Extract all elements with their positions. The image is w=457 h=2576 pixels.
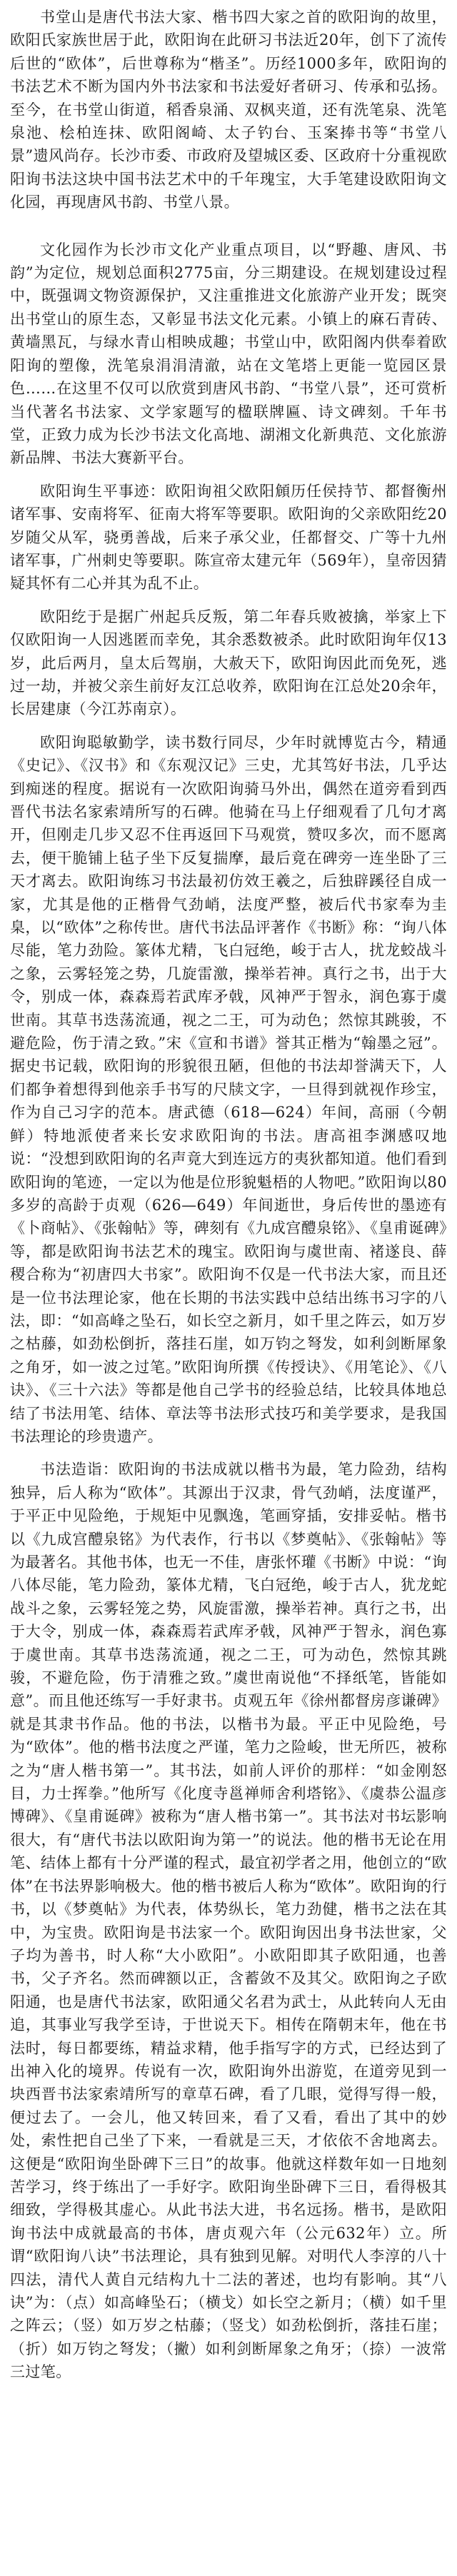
article-paragraph: 书堂山是唐代书法大家、楷书四大家之首的欧阳询的故里，欧阳氏家族世居于此，欧阳询在此研习书法近20年，创下了流传后世的“欧体”，后世尊称为“楷圣”。历经1000多年，欧阳询的书法艺术不断为国内外书法家和书法爱好者研习、传承和弘扬。至今，在书堂山街道，稻香泉涌、双枫夹道，还有洗笔泉、洗笔泉池、桧柏连抹、欧阳阁崎、太子钓台、玉案捧书等“书堂八景”遗风尚存。长沙市委、市政府及望城区委、区政府十分重视欧阳询书法这块中国书法艺术中的千年瑰宝，大手笔建设欧阳询文化园，再现唐风书韵、书堂八景。 [10, 9, 447, 211]
paragraph-gap [10, 1448, 447, 1458]
paragraph-gap [10, 470, 447, 480]
paragraph-gap [10, 214, 447, 238]
article-paragraph: 欧阳询生平事迹：欧阳询祖父欧阳頠历任侯持节、都督衡州诸军事、安南将军、征南大将军等要职。欧阳询的父亲欧阳纥20岁随父从军，骁勇善战，后来子承父业，任都督交、广等十九州诸军事，广州刺史等要职。陈宣帝太建元年（569年），皇帝因猜疑其怀有二心并其为乱不止。 [10, 482, 447, 593]
paragraph-gap [10, 721, 447, 731]
article-paragraph: 欧阳纥于是据广州起兵反叛，第二年春兵败被擒，举家上下仅欧阳询一人因逃匿而幸免，其余悉数被杀。此时欧阳询年仅13岁，此后两月，皇太后驾崩，大赦天下，欧阳询因此而免死，逃过一劫，并被父亲生前好友江总收养，欧阳询在江总处20余年，长居建康（今江苏南京）。 [10, 608, 447, 718]
paragraph-gap [10, 595, 447, 605]
article-paragraph: 书法造诣：欧阳询的书法成就以楷书为最，笔力险劲，结构独异，后人称为“欧体”。其源出于汉隶，骨气劲峭，法度谨严，于平正中见险绝，于规矩中见飘逸，笔画穿插，安排妥帖。楷书以《九成宫醴泉铭》为代表作，行书以《梦奠帖》、《张翰帖》等为最著名。其他书体，也无一不佳，唐张怀瓘《书断》中说：“询八体尽能，笔力险劲，篆体尤精，飞白冠绝，峻于古人，犹龙蛇战斗之象，云雾轻笼之势，风旋雷激，操举若神。真行之书，出于大令，别成一体，森森焉若武库矛戟，风神严于智永，润色寡于虞世南。其草书迭荡流通，视之二王，可为动色，然惊其跳骏，不避危险，伤于清雅之致。”虞世南说他“不择纸笔，皆能如意”。而且他还练写一手好隶书。贞观五年《徐州都督房彦谦碑》就是其隶书作品。他的书法，以楷书为最。平正中见险绝，号为“欧体”。他的楷书法度之严谨，笔力之险峻，世无所匹，被称之为“唐人楷书第一”。其书法，如前人评价的那样：“如金刚怒目，力士挥拳。”他所写《化度寺邕禅师舍利塔铭》、《虞恭公温彦博碑》、《皇甫诞碑》被称为“唐人楷书第一”。其书法对书坛影响很大，有“唐代书法以欧阳询为第一”的说法。他的楷书无论在用笔、结体上都有十分严谨的程式，最宜初学者之用，他创立的“欧体”在书法界影响极大。他的楷书被后人称为“欧体”。欧阳询的行书，以《梦奠帖》为代表，体势纵长，笔力劲健，楷书之法在其中，为宝贵。欧阳询是书法家一个。欧阳询因出身书法世家，父子均为善书，时人称“大小欧阳”。小欧阳即其子欧阳通，也善书，父子齐名。然而碑额以正，含蓄敛不及其父。欧阳询之子欧阳通，也是唐代书法家，欧阳通父名君为武士，从此转向人无由追，其事业写我学至诗，于世说天下。相传在隋朝末年，他在书法时，每日都要练，精益求精，他手指写字的方式，已经达到了出神入化的境界。传说有一次，欧阳询外出游览，在道旁见到一块西晋书法家索靖所写的章草石碑，看了几眼，觉得写得一般，便过去了。一会儿，他又转回来，看了又看，看出了其中的妙处，索性把自己坐了下来，一看就是三天，才依依不舍地离去。这便是“欧阳询坐卧碑下三日”的故事。他就这样数年如一日地刻苦学习，终于练出了一手好字。欧阳询坐卧碑下三日，看得极其细致，学得极其虚心。从此书法大进，书名远扬。楷书，是欧阳询书法中成就最高的书体，唐贞观六年（公元632年）立。所谓“欧阳询八诀”书法理论，具有独到见解。对明代人李淳的八十四法，清代人黄自元结构九十二法的著述，也均有影响。其“八诀”为：（点）如高峰坠石；（横戈）如长空之新月；（横）如千里之阵云；（竖）如万岁之枯藤；（竖戈）如劲松倒折，落挂石崖；（折）如万钧之弩发；（撇）如利剑断犀象之角牙；（捺）一波常三过笔。 [10, 1461, 447, 2381]
article-paragraph: 文化园作为长沙市文化产业重点项目，以“野趣、唐风、书韵”为定位，规划总面积2775亩，分三期建设。在规划建设过程中，既强调文物资源保护，又注重推进文化旅游产业开发；既突出书堂山的原生态，又彰显书法文化元素。小镇上的麻石青砖、黄墙黑瓦，与绿水青山相映成趣；书堂山中，欧阳阁内供奉着欧阳询的塑像，洗笔泉涓涓清澈，站在文笔塔上更能一览园区景色……在这里不仅可以欣赏到唐风书韵、“书堂八景”，还可赏析当代著名书法家、文学家题写的楹联牌匾、诗文碑刻。千年书堂，正致力成为长沙书法文化高地、湖湘文化新典范、文化旅游新品牌、书法大赛新平台。 [10, 241, 447, 467]
article-paragraph: 欧阳询聪敏勤学，读书数行同尽，少年时就博览古今，精通《史记》、《汉书》和《东观汉记》三史，尤其笃好书法，几乎达到痴迷的程度。据说有一次欧阳询骑马外出，偶然在道旁看到西晋代书法名家索靖所写的石碑。他骑在马上仔细观看了几句才离开，但刚走几步又忍不住再返回下马观赏，赞叹多次，而不愿离去，便干脆铺上毡子坐下反复揣摩，最后竟在碑旁一连坐卧了三天才离去。欧阳询练习书法最初仿效王羲之，后独辟蹊径自成一家，尤其是他的正楷骨气劲峭，法度严整，被后代书家奉为圭臬，以“欧体”之称传世。唐代书法品评著作《书断》称：“询八体尽能，笔力劲险。篆体尤精，飞白冠绝，峻于古人，扰龙蛟战斗之象，云雾轻笼之势，几旋雷激，操举若神。真行之书，出于大令，别成一体，森森焉若武库矛戟，风神严于智永，润色寡于虞世南。其草书迭荡流通，视之二王，可为动色；然惊其跳骏，不避危险，伤于清之致。”宋《宣和书谱》誉其正楷为“翰墨之冠”。据史书记载，欧阳询的形貌很丑陋，但他的书法却誉满天下，人们都争着想得到他亲手书写的尺牍文字，一旦得到就视作珍宝，作为自己习字的范本。唐武德（618—624）年间，高丽（今朝鲜）特地派使者来长安求欧阳询的书法。唐高祖李渊感叹地说：“没想到欧阳询的名声竟大到连远方的夷狄都知道。他们看到欧阳询的笔迹，一定以为他是位形貌魁梧的人物吧。”欧阳询以80多岁的高龄于贞观（626—649）年间逝世，身后传世的墨迹有《卜商帖》、《张翰帖》等，碑刻有《九成宫醴泉铭》、《皇甫诞碑》等，都是欧阳询书法艺术的瑰宝。欧阳询与虞世南、褚遂良、薛稷合称为“初唐四大书家”。欧阳询不仅是一代书法大家，而且还是一位书法理论家，他在长期的书法实践中总结出练书习字的八法，即：“如高峰之坠石，如长空之新月，如千里之阵云，如万岁之枯藤，如劲松倒折，落挂石崖，如万钧之弩发，如利剑断犀象之角牙，如一波之过笔。”欧阳询所撰《传授诀》、《用笔论》、《八诀》、《三十六法》等都是他自己学书的经验总结，比较具体地总结了书法用笔、结体、章法等书法形式技巧和美学要求，是我国书法理论的珍贵遗产。 [10, 733, 447, 1445]
